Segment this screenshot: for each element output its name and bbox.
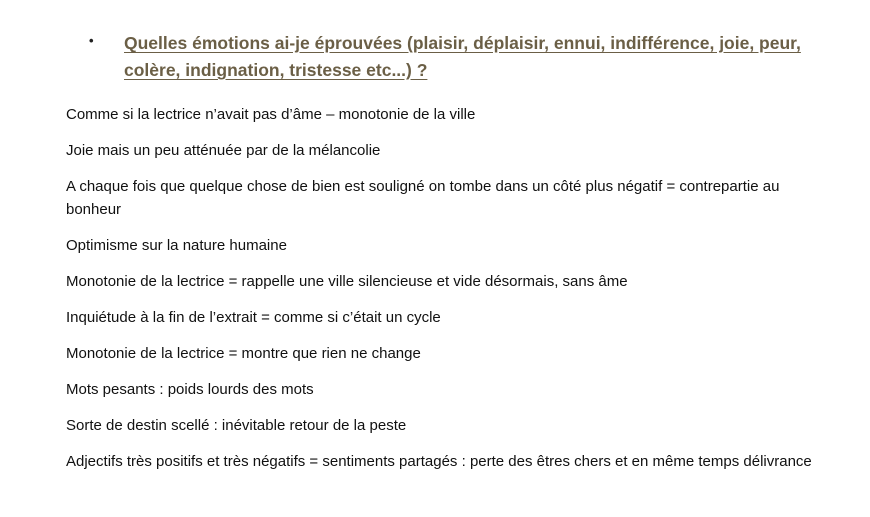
bullet-icon: •: [89, 33, 94, 48]
answer-item-5: Monotonie de la lectrice = rappelle une ville silencieuse et vide désormais, sans âme: [66, 273, 628, 290]
answers-list: [66, 103, 826, 486]
question-title: Quelles émotions ai-je éprouvées (plaisir, déplaisir, ennui, indifférence, joie, peur, colère, indignation, tristesse etc...) ?: [124, 33, 801, 80]
answer-item-10: Adjectifs très positifs et très négatifs = sentiments partagés : perte des êtres chers et en même temps délivrance: [66, 453, 812, 470]
answer-item-2: Joie mais un peu atténuée par de la mélancolie: [66, 142, 381, 159]
answer-item-8: Mots pesants : poids lourds des mots: [66, 381, 314, 398]
answer-item-7: Monotonie de la lectrice = montre que rien ne change: [66, 345, 421, 362]
answer-item-4: Optimisme sur la nature humaine: [66, 237, 287, 254]
answer-item-6: Inquiétude à la fin de l’extrait = comme si c’était un cycle: [66, 309, 441, 326]
answer-item-9: Sorte de destin scellé : inévitable retour de la peste: [66, 417, 407, 434]
answer-item-1: Comme si la lectrice n’avait pas d’âme – monotonie de la ville: [66, 106, 476, 123]
answer-item-3: A chaque fois que quelque chose de bien est souligné on tombe dans un côté plus négatif = contrepartie au bonheur: [66, 178, 780, 218]
